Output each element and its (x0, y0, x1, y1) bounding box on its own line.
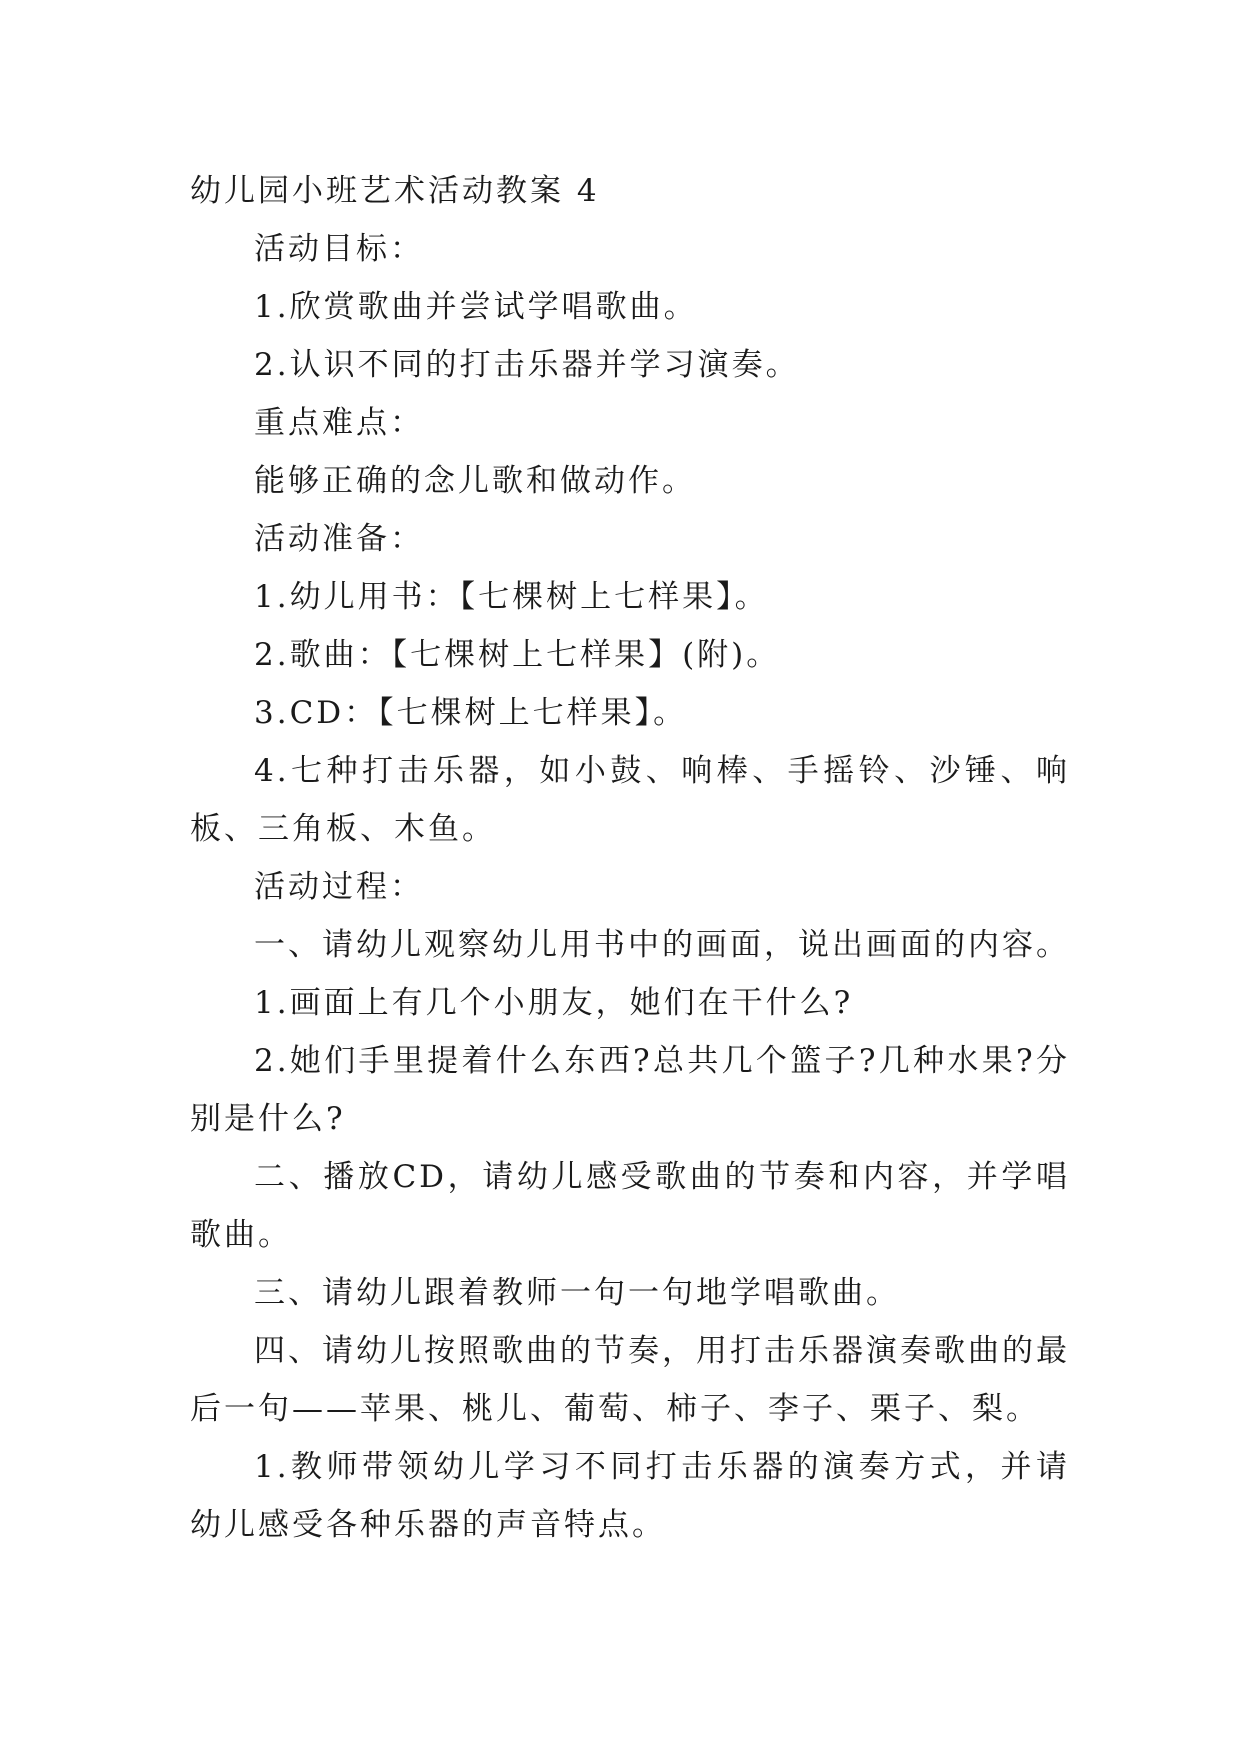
paragraph: 能够正确的念儿歌和做动作。 (254, 463, 696, 499)
section-heading-process: 活动过程： (254, 869, 424, 905)
paragraph: 2.歌曲：【七棵树上七样果】(附)。 (254, 637, 781, 673)
paragraph: 二、播放CD，请幼儿感受歌曲的节奏和内容，并学唱歌曲。 (190, 1159, 1070, 1253)
paragraph: 1.幼儿用书：【七棵树上七样果】。 (254, 579, 769, 615)
paragraph: 2.她们手里提着什么东西?总共几个篮子?几种水果?分别是什么? (190, 1043, 1070, 1137)
paragraph: 1.画面上有几个小朋友，她们在干什么? (254, 985, 854, 1021)
paragraph: 4.七种打击乐器，如小鼓、响棒、手摇铃、沙锤、响板、三角板、木鱼。 (190, 753, 1070, 847)
section-heading-preparation: 活动准备： (254, 521, 424, 557)
document-body (190, 162, 1070, 1554)
paragraph: 2.认识不同的打击乐器并学习演奏。 (254, 347, 800, 383)
section-heading-goals: 活动目标： (254, 231, 424, 267)
paragraph: 1.欣赏歌曲并尝试学唱歌曲。 (254, 289, 698, 325)
paragraph: 四、请幼儿按照歌曲的节奏，用打击乐器演奏歌曲的最后一句——苹果、桃儿、葡萄、柿子、李子、栗子、梨。 (190, 1333, 1070, 1427)
document-title: 幼儿园小班艺术活动教案 4 (190, 173, 600, 209)
paragraph: 一、请幼儿观察幼儿用书中的画面，说出画面的内容。 (254, 927, 1070, 963)
paragraph: 1.教师带领幼儿学习不同打击乐器的演奏方式，并请幼儿感受各种乐器的声音特点。 (190, 1449, 1070, 1543)
paragraph: 3.CD：【七棵树上七样果】。 (254, 695, 688, 731)
section-heading-key-points: 重点难点： (254, 405, 424, 441)
paragraph: 三、请幼儿跟着教师一句一句地学唱歌曲。 (254, 1275, 900, 1311)
